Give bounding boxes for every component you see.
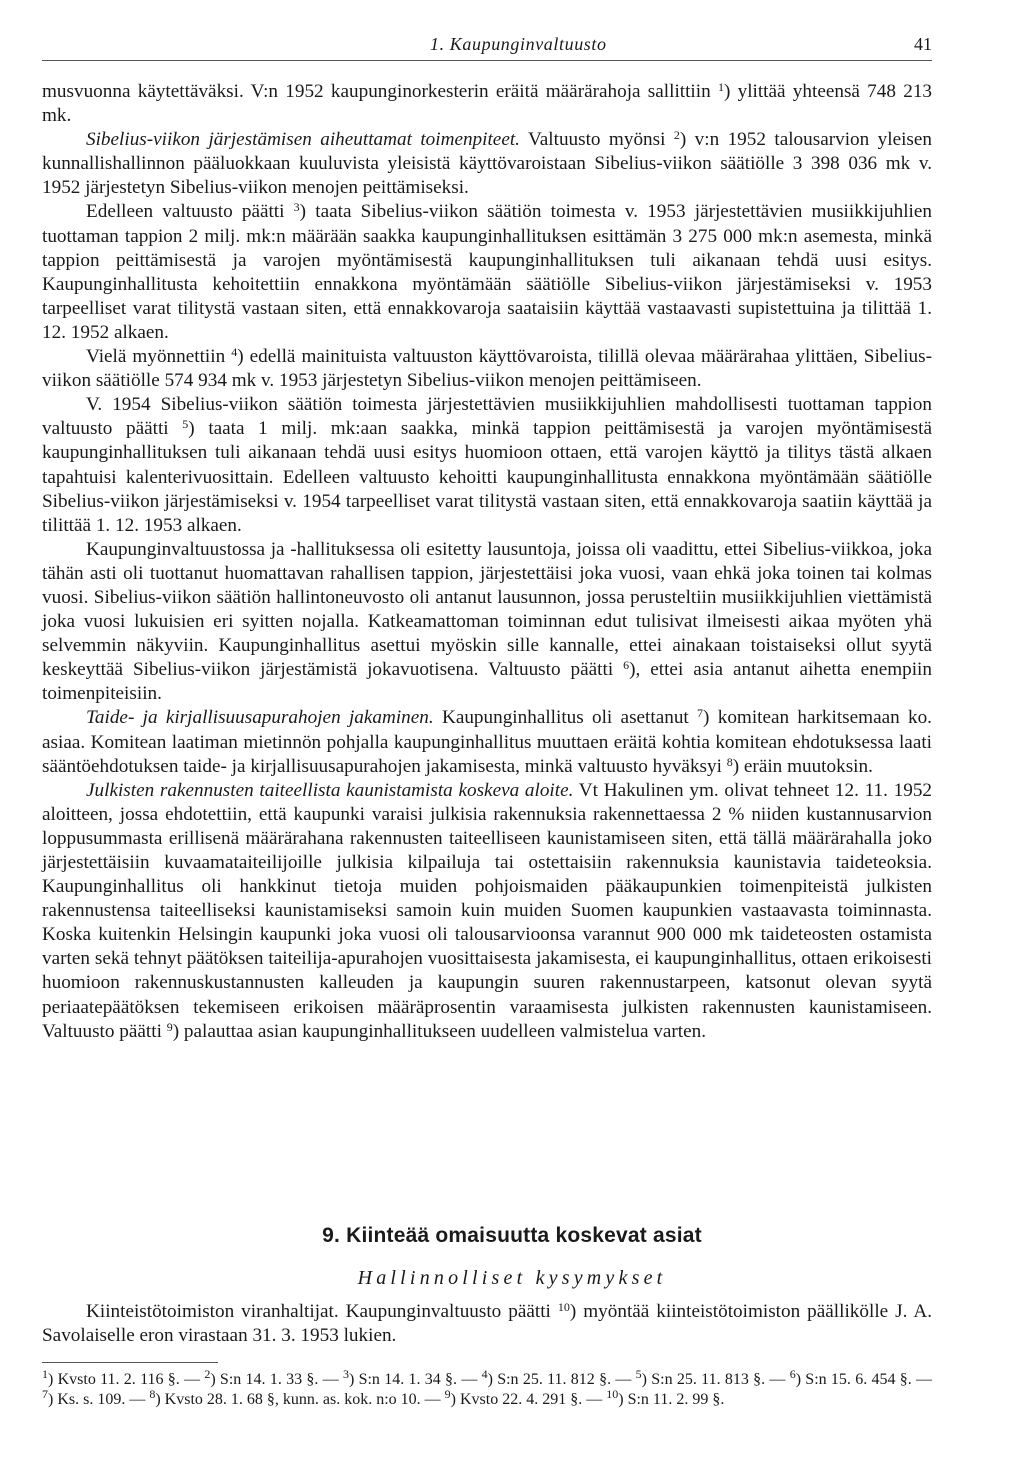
text-run: ) eräin muutoksin. — [732, 755, 873, 777]
page-number: 41 — [914, 34, 932, 54]
text-run: Kaupunginvaltuusto päätti — [338, 1301, 558, 1322]
text-run: ) v:n 1952 talousarvion yleisen kunnallishallinnon pääluokkaan kuuluvista yleisistä käyttövaroistaan Sibelius-viikon säätiölle 3 398 036 mk v. 1952 järjestetyn Sibelius-viikon menojen peittämiseksi. — [42, 129, 932, 199]
paragraph — [42, 538, 932, 707]
footnote-ref: 1 — [717, 80, 724, 94]
italic-heading: Kiinteistötoimiston viranhaltijat. — [86, 1301, 339, 1322]
italic-heading: Julkisten rakennusten taiteellista kaunistamista koskeva aloite. — [86, 779, 574, 801]
text-run: ) S:n 14. 1. 33 §. — — [210, 1371, 343, 1388]
text-run: ) S:n 25. 11. 813 §. — — [641, 1371, 790, 1388]
italic-heading: Sibelius-viikon järjestämisen aiheuttamat toimenpiteet. — [86, 129, 520, 151]
paragraph — [42, 345, 932, 393]
text-run: V. 1954 Sibelius-viikon säätiön toimesta järjestettävien musiikkijuhlien mahdollisesti tuottaman tappion valtuusto päätti — [42, 394, 932, 440]
section-text — [42, 1300, 932, 1348]
footnote-ref: 7 — [42, 1387, 48, 1401]
footnotes — [42, 1367, 933, 1410]
footnote-ref: 2 — [673, 128, 680, 143]
italic-heading: Taide- ja kirjallisuusapurahojen jakaminen. — [86, 707, 434, 729]
footnote-ref: 8 — [726, 754, 733, 769]
text-run: Kaupunginvaltuustossa ja -hallituksessa oli esitetty lausuntoja, joissa oli vaadittu, ettei Sibelius-viikkoa, joka tähän asti oli tuottanut huomattavan rahallisen tappion, järjestettäisi joka vuosi, vaan ehkä joka toinen tai kolmas vuosi. Sibelius-viikon säätiön hallintoneuvosto oli antanut lausunnon, jossa perusteltiin musiikkijuhlien viettämistä joka vuosi lukuisien eri syitten nojalla. Katkeamattoman toiminnan edut tulisivat ilmeisesti aikaa myöten yhä selvemmin näkyviin. Kaupunginhallitus asettui myöskin sille kannalle, ettei ainakaan toistaiseksi ollut syytä keskeyttää Sibelius-viikon järjestämistä jokavuotisena. Valtuusto päätti — [42, 538, 932, 681]
footnote-ref: 8 — [149, 1387, 156, 1401]
running-header — [42, 30, 932, 61]
text-run: ) Kvsto 28. 1. 68 §, kunn. as. kok. n:o 10. — — [155, 1391, 445, 1408]
footnote-line — [42, 1367, 933, 1410]
text-run: ) S:n 25. 11. 812 §. — — [487, 1371, 636, 1388]
text-run: Edelleen valtuusto päätti — [86, 201, 294, 223]
text-run: ) edellä mainituista valtuuston käyttövaroista, tilillä olevaa määrärahaa ylittäen, Sibelius-viikon säätiölle 574 934 mk v. 1953 järjestetyn Sibelius-viikon menojen peittämiseen. — [42, 346, 932, 392]
paragraph — [42, 393, 932, 538]
footnote-ref: 9 — [444, 1387, 451, 1401]
footnote-ref: 6 — [789, 1367, 796, 1381]
subheading: Hallinnolliset kysymykset — [357, 1267, 667, 1289]
text-run: ) myöntää kiinteistötoimiston päällikölle J. A. Savolaiselle eron virastaan 31. 3. 1953 lukien. — [42, 1301, 932, 1347]
text-run: ), ettei asia antanut aihetta enempiin toimenpiteisiin. — [42, 659, 932, 705]
text-run: ) Kvsto 22. 4. 291 §. — — [450, 1391, 607, 1408]
footnote-ref: 4 — [481, 1367, 488, 1381]
footnote-ref: 6 — [623, 658, 630, 673]
paragraph — [42, 200, 932, 345]
footnote-rule — [42, 1362, 218, 1363]
text-run: Vt Hakulinen ym. olivat tehneet 12. 11. 1952 aloitteen, jossa ehdotettiin, että kaupunki varaisi julkisia rakennuksia rakennettaessa 2 % niiden kustannusarvion loppusummasta erillisenä määrärahana rakennusten taiteelliseen kaunistamiseen siten, että tällä määrärahalla joko järjestettäisiin kuvaamataiteilijoille julkisia kilpailuja tai ostettaisiin rakennuksia kaunistavia taideteoksia. Kaupunginhallitus oli hankkinut tietoja muiden pohjoismaiden pääkaupunkien toimenpiteistä julkisten rakennustensa taiteelliseksi kaunistamiseksi samoin kuin muiden Suomen kaupunkien vastaavasta toiminnasta. Koska kuitenkin Helsingin kaupunki joka vuosi oli talousarvioonsa varannut 900 000 mk taideteosten ostamista varten sekä tehnyt päätöksen taiteilija-apurahojen vuosittaisesta jakamisesta, ei kaupunginhallitus, ottaen erikoisesti huomioon rakennuskustannusten kalleuden ja kaupungin suuren rakennustarpeen, katsonut olevan syytä periaatepäätöksen tekemiseen erikoisen määräprosentin varaamisesta julkisten rakennusten kaunistamiseen. Valtuusto päätti — [42, 779, 933, 1042]
paragraph — [42, 779, 932, 1044]
text-run: ) Kvsto 11. 2. 116 §. — — [48, 1371, 205, 1388]
text-run: Vielä myönnettiin — [86, 346, 232, 368]
text-run: ) taata Sibelius-viikon säätiön toimesta v. 1953 järjestettävien musiikkijuhlien tuottaman tappion 2 milj. mk:n määrään saakka kaupunginhallituksen esittämän 3 275 000 mk:n asemesta, minkä tappion peittämisestä ja varojen myöntämisestä kaupunginhallituksen tuli aikanaan tehdä uusi esitys. Kaupunginhallitusta kehoitettiin ennakkona myöntämään säätiölle Sibelius-viikon järjestämiseksi v. 1953 tarpeelliset varat tilitystä vastaan siten, että ennakkovaroja saataisiin käyttää vastaavasti supistettuina ja tilittää 1. 12. 1952 alkaen. — [42, 201, 933, 343]
footnote-ref: 7 — [697, 706, 704, 721]
footnote-ref: 10 — [606, 1387, 619, 1401]
text-run: ) S:n 11. 2. 99 §. — [618, 1391, 725, 1408]
text-run: ) S:n 14. 1. 34 §. — — [348, 1371, 482, 1388]
running-title: 1. Kaupunginvaltuusto — [430, 34, 607, 54]
text-run: ) ylittää yhteensä 748 213 mk. — [42, 81, 933, 127]
footnote-ref: 3 — [342, 1367, 349, 1381]
text-run: ) komitean harkitsemaan ko. asiaa. Komitean laatiman mietinnön pohjalla kaupunginhallitus muuttaen eräitä kohtia komitean ehdotuksessa laati sääntöehdotuksen taide- ja kirjallisuusapurahojen jakamisesta, minkä valtuusto hyväksyi — [42, 707, 932, 777]
text-run: ) taata 1 milj. mk:aan saakka, minkä tappion peittämisestä ja varojen myöntämisestä kaupunginhallituksen tuli aikanaan tehdä uusi esitys huomioon ottaen, että varojen käyttö ja tilitys tästä alkaen tapahtuisi kalenterivuosittain. Edelleen valtuusto kehoitti kaupunginhallitusta ennakkona myöntämään säätiölle Sibelius-viikon järjestämiseksi v. 1954 tarpeelliset varat tilitystä vastaan siten, että ennakkovaroja saatiin käyttää ja tilittää 1. 12. 1953 alkaen. — [42, 418, 932, 536]
paragraph — [42, 80, 932, 128]
footnote-ref: 9 — [166, 1019, 173, 1034]
footnote-ref: 2 — [204, 1367, 211, 1381]
paragraph — [42, 706, 932, 778]
text-run: Valtuusto myönsi — [519, 129, 674, 151]
footnote-ref: 5 — [182, 417, 189, 432]
footnote-ref: 5 — [635, 1367, 642, 1381]
footnote-ref: 10 — [557, 1300, 570, 1314]
paragraph — [42, 128, 932, 200]
text-run: musvuonna käytettäväksi. V:n 1952 kaupunginorkesterin eräitä määrärahoja sallittiin — [42, 81, 718, 102]
text-run: ) Ks. s. 109. — — [48, 1391, 150, 1408]
footnote-ref: 4 — [231, 345, 238, 360]
text-run: ) S:n 15. 6. 454 §. — — [795, 1371, 933, 1388]
footnote-ref: 3 — [293, 200, 300, 215]
section-title: 9. Kiinteää omaisuutta koskevat asiat — [322, 1224, 702, 1247]
paragraph — [42, 1300, 932, 1348]
main-text — [42, 80, 932, 1044]
text-run: ) palauttaa asian kaupunginhallitukseen uudelleen valmistelua varten. — [172, 1020, 707, 1042]
footnote-ref: 1 — [42, 1367, 48, 1381]
text-run: Kaupunginhallitus oli asettanut — [433, 707, 698, 729]
